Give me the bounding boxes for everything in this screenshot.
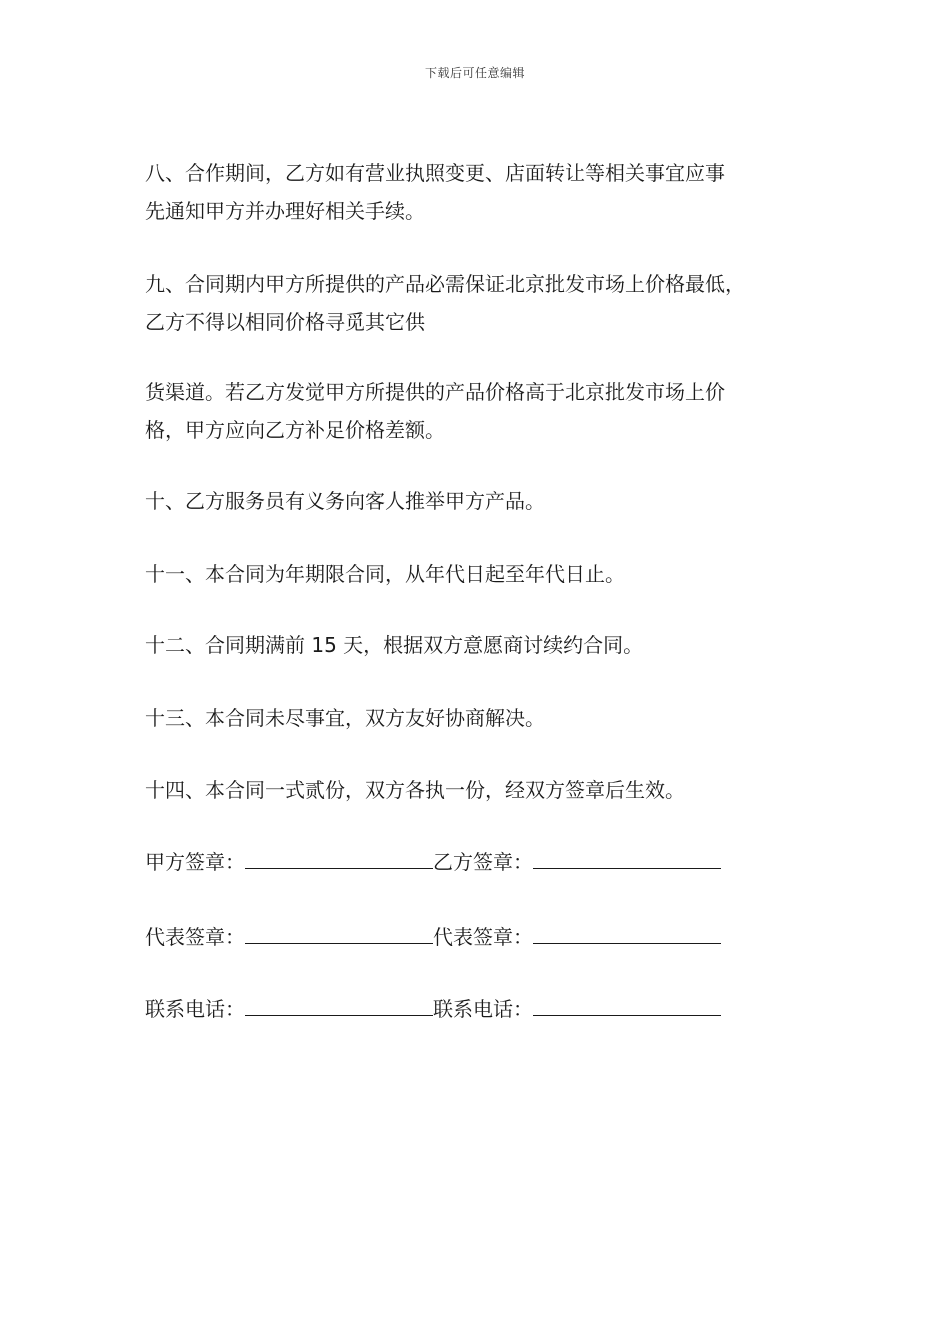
party-b-seal-blank[interactable] [533,844,721,869]
page-header: 下载后可任意编辑 [424,66,525,80]
party-a-rep-blank[interactable] [245,919,433,944]
party-b-rep-blank[interactable] [533,919,721,944]
clause-10-line-1: 十、乙方服务员有义务向客人推举甲方产品。 [145,489,545,513]
clause-9-cont-line-1: 货渠道。若乙方发觉甲方所提供的产品价格高于北京批发市场上价 [145,380,725,404]
clause-13 [145,699,545,737]
clause-8-line-1: 八、合作期间，乙方如有营业执照变更、店面转让等相关事宜应事 [145,161,725,185]
signature-row-representative [145,918,721,956]
party-b-phone-blank[interactable] [533,991,721,1016]
clause-9-cont-line-2: 格，甲方应向乙方补足价格差额。 [145,418,445,442]
clause-12-line-1: 十二、合同期满前 15 天，根据双方意愿商讨续约合同。 [145,633,644,657]
clause-11 [145,555,625,593]
clause-10 [145,482,545,520]
party-a-seal-label: 甲方签章： [145,850,245,874]
party-a-phone-label: 联系电话： [145,997,245,1021]
party-b-rep-label: 代表签章： [433,925,533,949]
clause-14-line-1: 十四、本合同一式贰份，双方各执一份，经双方签章后生效。 [145,778,685,802]
clause-9-line-1: 九、合同期内甲方所提供的产品必需保证北京批发市场上价格最低， [145,272,745,296]
clause-8 [145,154,725,230]
signature-row-phone [145,990,721,1028]
clause-11-line-1: 十一、本合同为年期限合同，从年代日起至年代日止。 [145,562,625,586]
clause-9 [145,265,745,341]
clause-9-line-2: 乙方不得以相同价格寻觅其它供 [145,310,425,334]
clause-14 [145,771,685,809]
party-b-seal-label: 乙方签章： [433,850,533,874]
party-a-phone-blank[interactable] [245,991,433,1016]
clause-13-line-1: 十三、本合同未尽事宜，双方友好协商解决。 [145,706,545,730]
clause-12 [145,626,643,664]
party-a-seal-blank[interactable] [245,844,433,869]
party-a-rep-label: 代表签章： [145,925,245,949]
clause-8-line-2: 先通知甲方并办理好相关手续。 [145,199,425,223]
clause-9-continued [145,373,725,449]
party-b-phone-label: 联系电话： [433,997,533,1021]
signature-row-seal [145,843,721,881]
